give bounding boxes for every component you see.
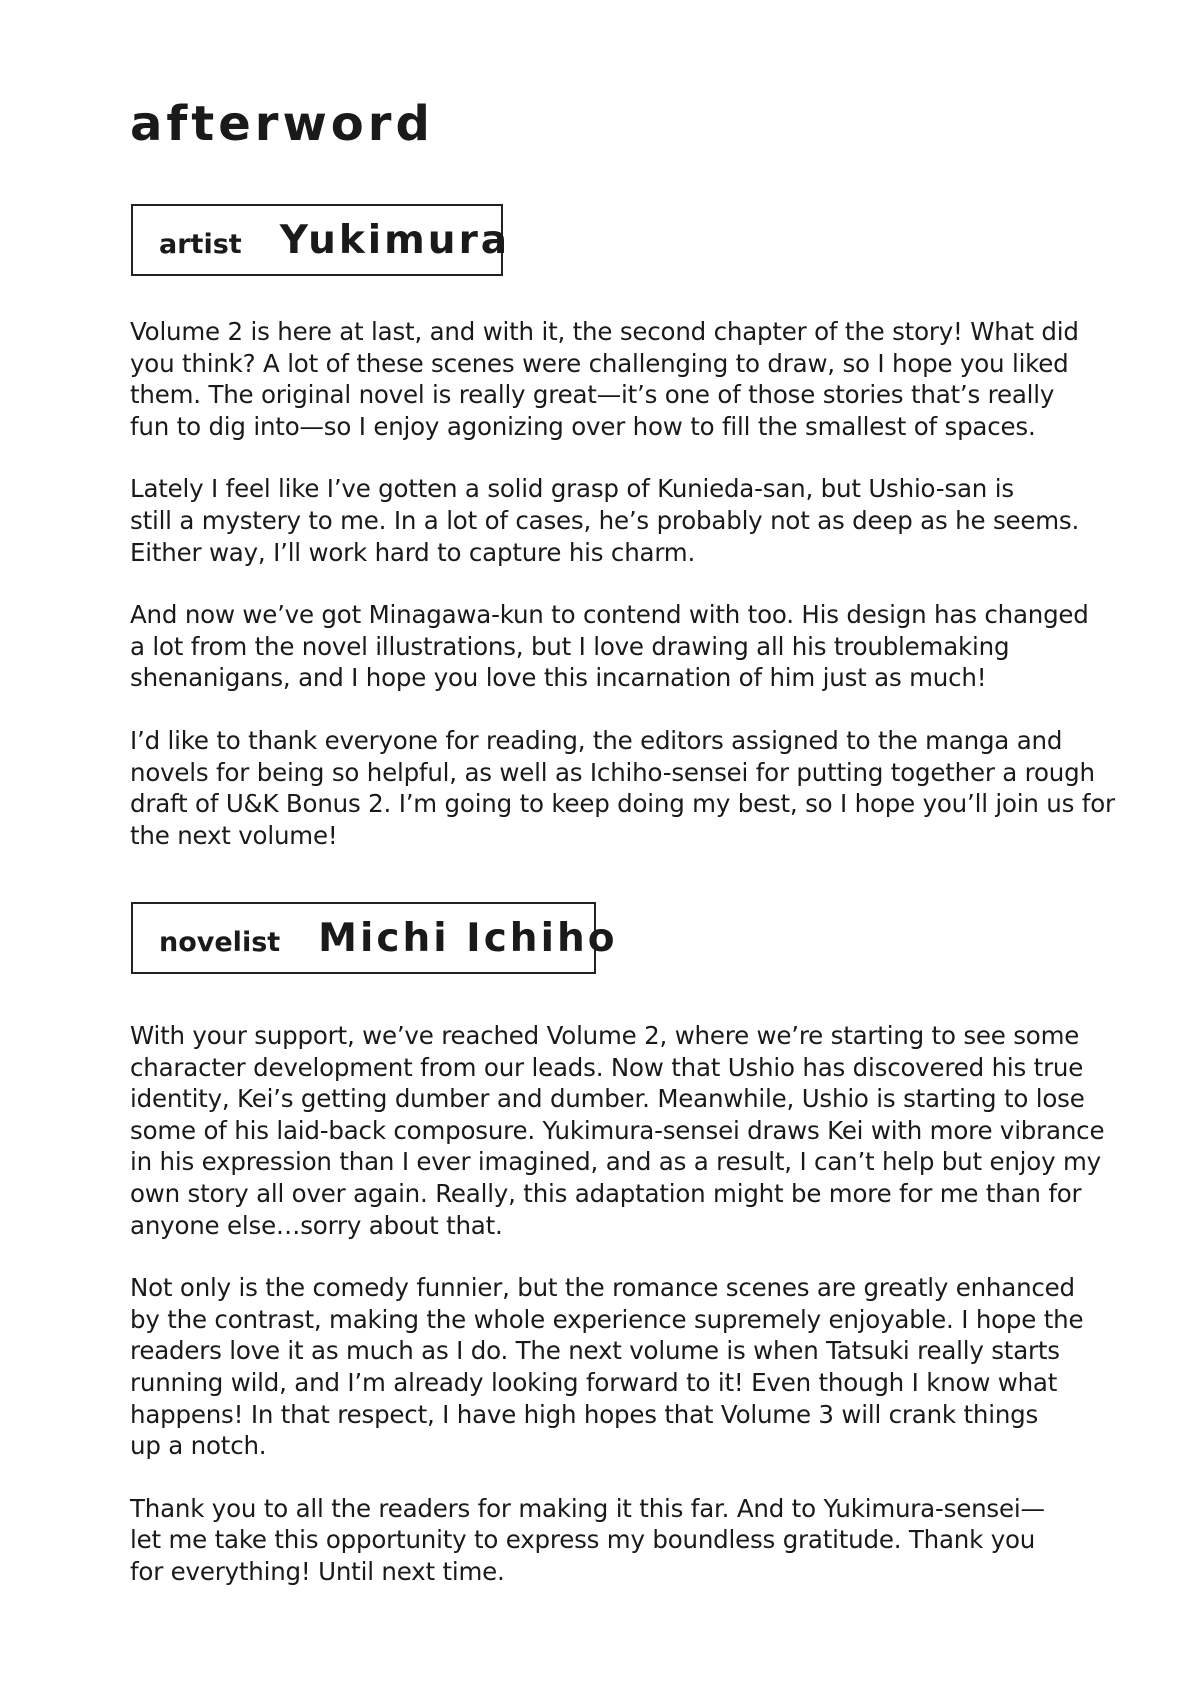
novelist-role-label: novelist xyxy=(159,926,281,958)
novelist-afterword-text xyxy=(130,1020,1170,1619)
artist-afterword-text xyxy=(130,316,1170,882)
page-title: afterword xyxy=(130,96,434,152)
artist-paragraph-2: Lately I feel like I’ve gotten a solid grasp of Kunieda-san, but Ushio-san is still a mystery to me. In a lot of cases, he’s probably not as deep as he seems. Either way, I’ll work hard to capture his charm. xyxy=(130,474,1080,567)
artist-paragraph-1: Volume 2 is here at last, and with it, the second chapter of the story! What did you think? A lot of these scenes were challenging to draw, so I hope you liked them. The original novel is really great—it’s one of those stories that’s really fun to dig into—so I enjoy agonizing over how to fill the smallest of spaces. xyxy=(130,317,1079,441)
artist-role-label: artist xyxy=(159,228,242,260)
novelist-paragraph-3: Thank you to all the readers for making it this far. And to Yukimura-sensei— let me take this opportunity to express my boundless gratitude. Thank you for everything! Until next time. xyxy=(130,1493,1045,1586)
novelist-header-box xyxy=(131,902,618,974)
artist-name: Yukimura xyxy=(279,217,511,263)
artist-paragraph-3: And now we’ve got Minagawa-kun to contend with too. His design has changed a lot from the novel illustrations, but I love drawing all his troublemaking shenanigans, and I hope you love this incarnation of him just as much! xyxy=(130,600,1089,693)
artist-header-box xyxy=(131,204,511,276)
artist-paragraph-4: I’d like to thank everyone for reading, the editors assigned to the manga and novels for being so helpful, as well as Ichiho-sensei for putting together a rough draft of U&K Bonus 2. I’m going to keep doing my best, so I hope you’ll join us for the next volume! xyxy=(130,725,1115,850)
novelist-paragraph-1: With your support, we’ve reached Volume 2, where we’re starting to see some character development from our leads. Now that Ushio has discovered his true identity, Kei’s getting dumber and dumber. Meanwhile, Ushio is starting to lose some of his laid-back composure. Yukimura-sensei draws Kei with more vibrance in his expression than I ever imagined, and as a result, I can’t help but enjoy my own story all over again. Really, this adaptation might be more for me than for anyone else…sorry about that. xyxy=(130,1021,1105,1240)
novelist-name: Michi Ichiho xyxy=(318,915,618,961)
novelist-paragraph-2: Not only is the comedy funnier, but the romance scenes are greatly enhanced by the contrast, making the whole experience supremely enjoyable. I hope the readers love it as much as I do. The next volume is when Tatsuki really starts running wild, and I’m already looking forward to it! Even though I know what happens! In that respect, I have high hopes that Volume 3 will crank things up a notch. xyxy=(130,1273,1084,1461)
